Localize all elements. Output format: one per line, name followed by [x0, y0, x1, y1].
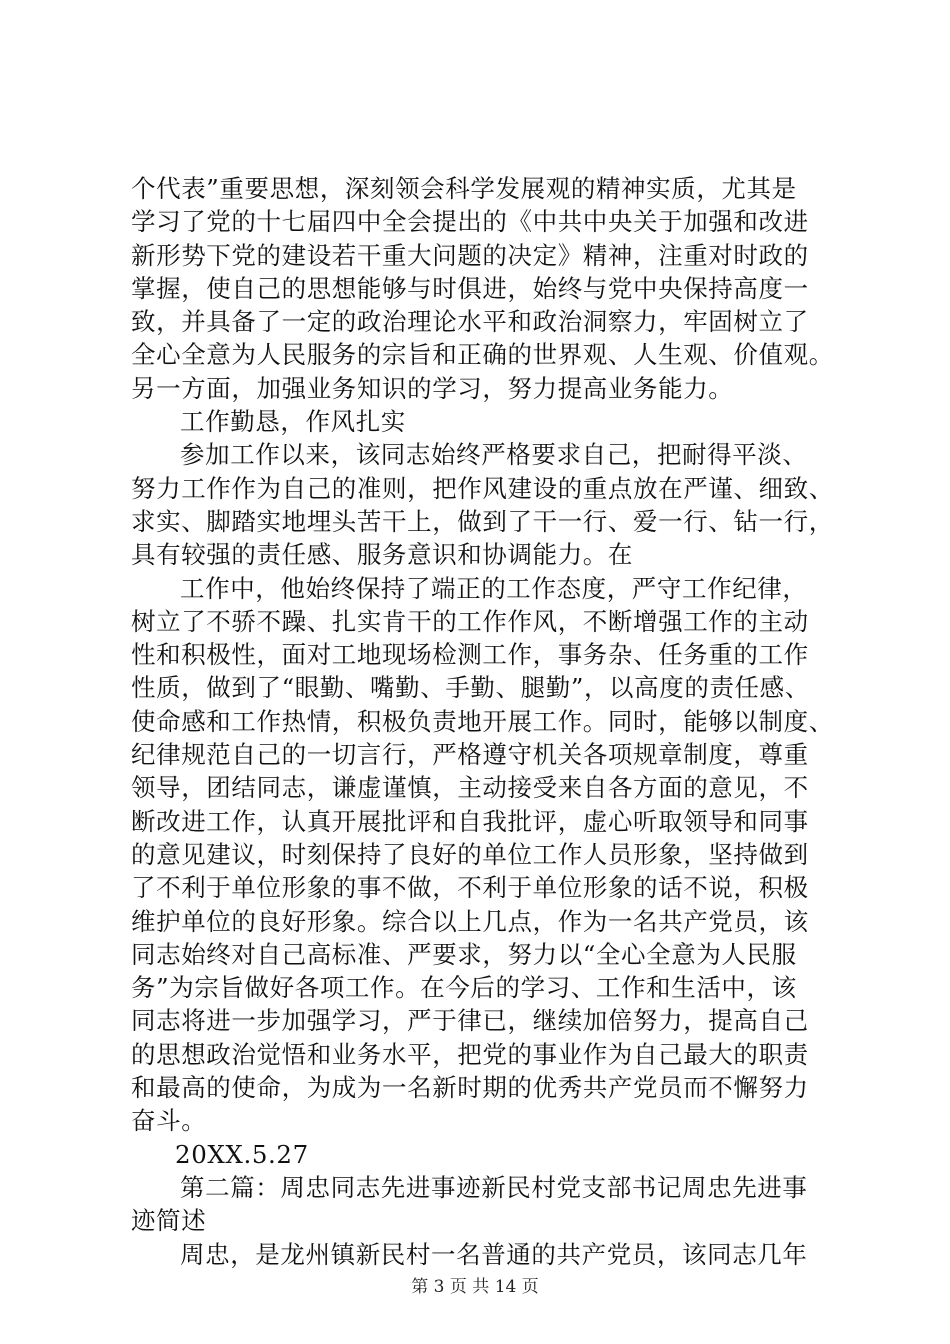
chapter-heading-continued: 迹简述 [131, 1206, 207, 1236]
body-line: 树立了不骄不躁、扎实肯干的工作作风，不断增强工作的主动 [131, 606, 809, 636]
paragraph-start: 参加工作以来，该同志始终严格要求自己，把耐得平淡、 [180, 440, 808, 470]
body-line: 性质，做到了“眼勤、嘴勤、手勤、腿勤”，以高度的责任感、 [131, 673, 810, 703]
body-line: 的意见建议，时刻保持了良好的单位工作人员形象，坚持做到 [131, 839, 809, 869]
document-body [131, 172, 853, 1271]
paragraph-start: 工作中，他始终保持了端正的工作态度，严守工作纪律， [180, 573, 808, 603]
body-line: 全心全意为人民服务的宗旨和正确的世界观、人生观、价值观。 [131, 340, 834, 370]
page-number-footer: 第 3 页 共 14 页 [411, 1277, 539, 1297]
section-heading: 工作勤恳，作风扎实 [180, 407, 406, 437]
body-line: 纪律规范自己的一切言行，严格遵守机关各项规章制度，尊重 [131, 740, 809, 770]
chapter-heading: 第二篇：周忠同志先进事迹新民村党支部书记周忠先进事 [180, 1172, 808, 1202]
body-line: 致，并具备了一定的政治理论水平和政治洞察力，牢固树立了 [131, 307, 809, 337]
body-line: 维护单位的良好形象。综合以上几点，作为一名共产党员，该 [131, 906, 809, 936]
body-line: 性和积极性，面对工地现场检测工作，事务杂、任务重的工作 [131, 640, 809, 670]
paragraph-start: 周忠，是龙州镇新民村一名普通的共产党员，该同志几年 [180, 1239, 808, 1269]
body-line: 努力工作作为自己的准则，把作风建设的重点放在严谨、细致、 [131, 473, 834, 503]
body-line: 具有较强的责任感、服务意识和协调能力。在 [131, 540, 633, 570]
body-line: 求实、脚踏实地埋头苦干上，做到了干一行、爱一行、钻一行， [131, 506, 834, 536]
body-line: 领导，团结同志，谦虚谨慎，主动接受来自各方面的意见，不 [131, 773, 809, 803]
body-line: 同志始终对自己高标准、严要求，努力以“全心全意为人民服 [131, 939, 797, 969]
body-line: 断改进工作，认真开展批评和自我批评，虚心听取领导和同事 [131, 806, 809, 836]
body-line: 和最高的使命，为成为一名新时期的优秀共产党员而不懈努力 [131, 1073, 809, 1103]
body-line: 同志将进一步加强学习，严于律已，继续加倍努力，提高自己 [131, 1006, 809, 1036]
body-line: 另一方面，加强业务知识的学习，努力提高业务能力。 [131, 373, 734, 403]
body-line: 学习了党的十七届四中全会提出的《中共中央关于加强和改进 [131, 207, 809, 237]
body-line: 个代表”重要思想，深刻领会科学发展观的精神实质，尤其是 [131, 174, 797, 203]
body-line: 务”为宗旨做好各项工作。在今后的学习、工作和生活中，该 [131, 973, 797, 1003]
body-line: 掌握，使自己的思想能够与时俱进，始终与党中央保持高度一 [131, 273, 809, 303]
body-line: 新形势下党的建设若干重大问题的决定》精神，注重对时政的 [131, 240, 809, 270]
body-line: 了不利于单位形象的事不做，不利于单位形象的话不说，积极 [131, 873, 809, 903]
body-line: 奋斗。 [131, 1106, 207, 1136]
body-line: 使命感和工作热情，积极负责地开展工作。同时，能够以制度、 [131, 706, 834, 736]
date-line: 20XX.5.27 [175, 1139, 309, 1169]
body-line: 的思想政治觉悟和业务水平，把党的事业作为自己最大的职责 [131, 1039, 809, 1069]
